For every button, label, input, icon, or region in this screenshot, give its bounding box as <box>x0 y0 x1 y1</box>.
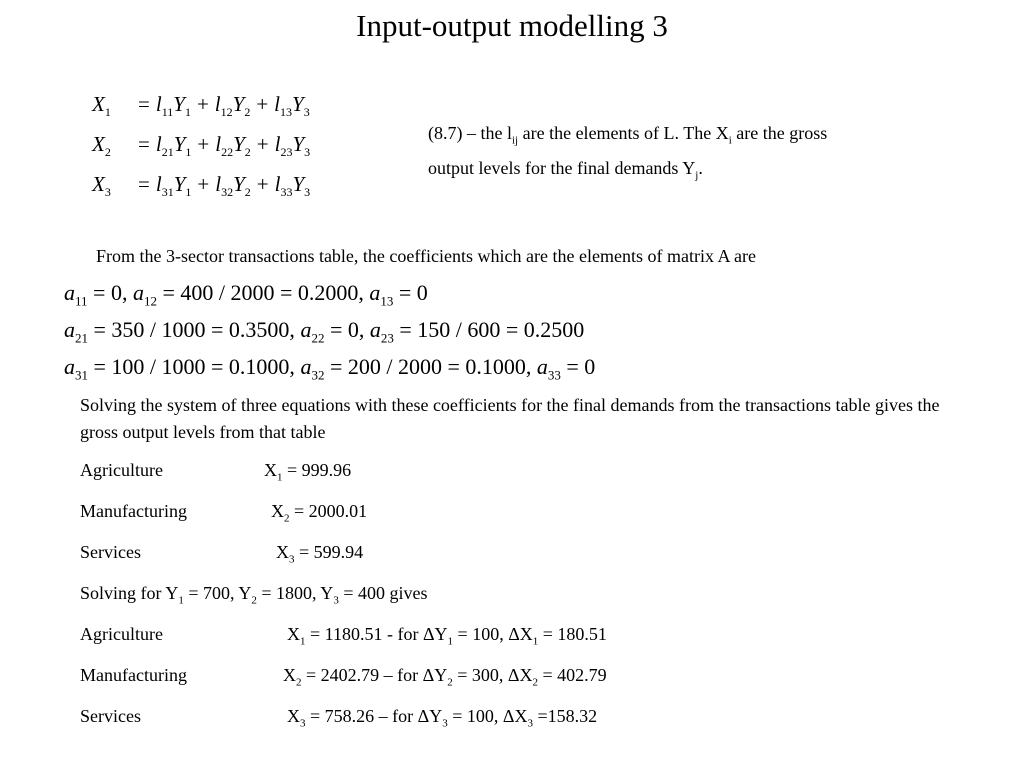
new-output-manufacturing: Manufacturing $X_2 = 2402.79$ – for $\Delta Y_2 = 300$, $\Delta X_2 = 402.79$ <box>80 665 607 689</box>
solving-paragraph: Solving the system of three equations with these coefficients for the final demands from the transactions table gives the gross output levels from that table <box>80 395 940 442</box>
equation-row-2: $X_2 = l_{21}Y_1 + l_{22}Y_2 + l_{23}Y_3$ <box>92 132 311 160</box>
coefficients-intro: From the 3-sector transactions table, the coefficients which are the elements of matrix A are <box>96 246 756 266</box>
coefficient-row-1: $a_{11} = 0$, $a_{12} = 400 / 2000 = 0.2000$, $a_{13} = 0$ <box>64 280 428 309</box>
equation-note: (8.7) – the $l_{ij}$ are the elements of L. The $X_i$ are the gross output levels for the final demands $Y_j$. <box>428 123 828 182</box>
solving-for-final-demands: Solving for $Y_1 = 700$, $Y_2 = 1800$, $Y_3 = 400$ gives <box>80 583 428 607</box>
page-title: Input-output modelling 3 <box>356 8 668 43</box>
coefficient-row-2: $a_{21} = 350 / 1000 = 0.3500$, $a_{22} = 0$, $a_{23} = 150 / 600 = 0.2500$ <box>64 317 585 346</box>
gross-output-agriculture: Agriculture $X_1 = 999.96$ <box>80 460 352 484</box>
equation-system-8-7 <box>92 88 310 208</box>
new-output-agriculture: Agriculture $X_1 = 1180.51$ - for $\Delta Y_1 = 100$, $\Delta X_1 = 180.51$ <box>80 624 607 648</box>
equation-row-1: $X_1 = l_{11}Y_1 + l_{12}Y_2 + l_{13}Y_3$ <box>92 92 310 120</box>
equation-row-3: $X_3 = l_{31}Y_1 + l_{32}Y_2 + l_{33}Y_3$ <box>92 172 311 200</box>
gross-output-services: Services $X_3 = 599.94$ <box>80 542 364 566</box>
new-output-services: Services $X_3 = 758.26$ – for $\Delta Y_3 = 100$, $\Delta X_3 =158.32$ <box>80 706 598 730</box>
coefficient-row-3: $a_{31} = 100 / 1000 = 0.1000$, $a_{32} = 200 / 2000 = 0.1000$, $a_{33} = 0$ <box>64 354 596 383</box>
gross-output-manufacturing: Manufacturing $X_2 = 2000.01$ <box>80 501 368 525</box>
